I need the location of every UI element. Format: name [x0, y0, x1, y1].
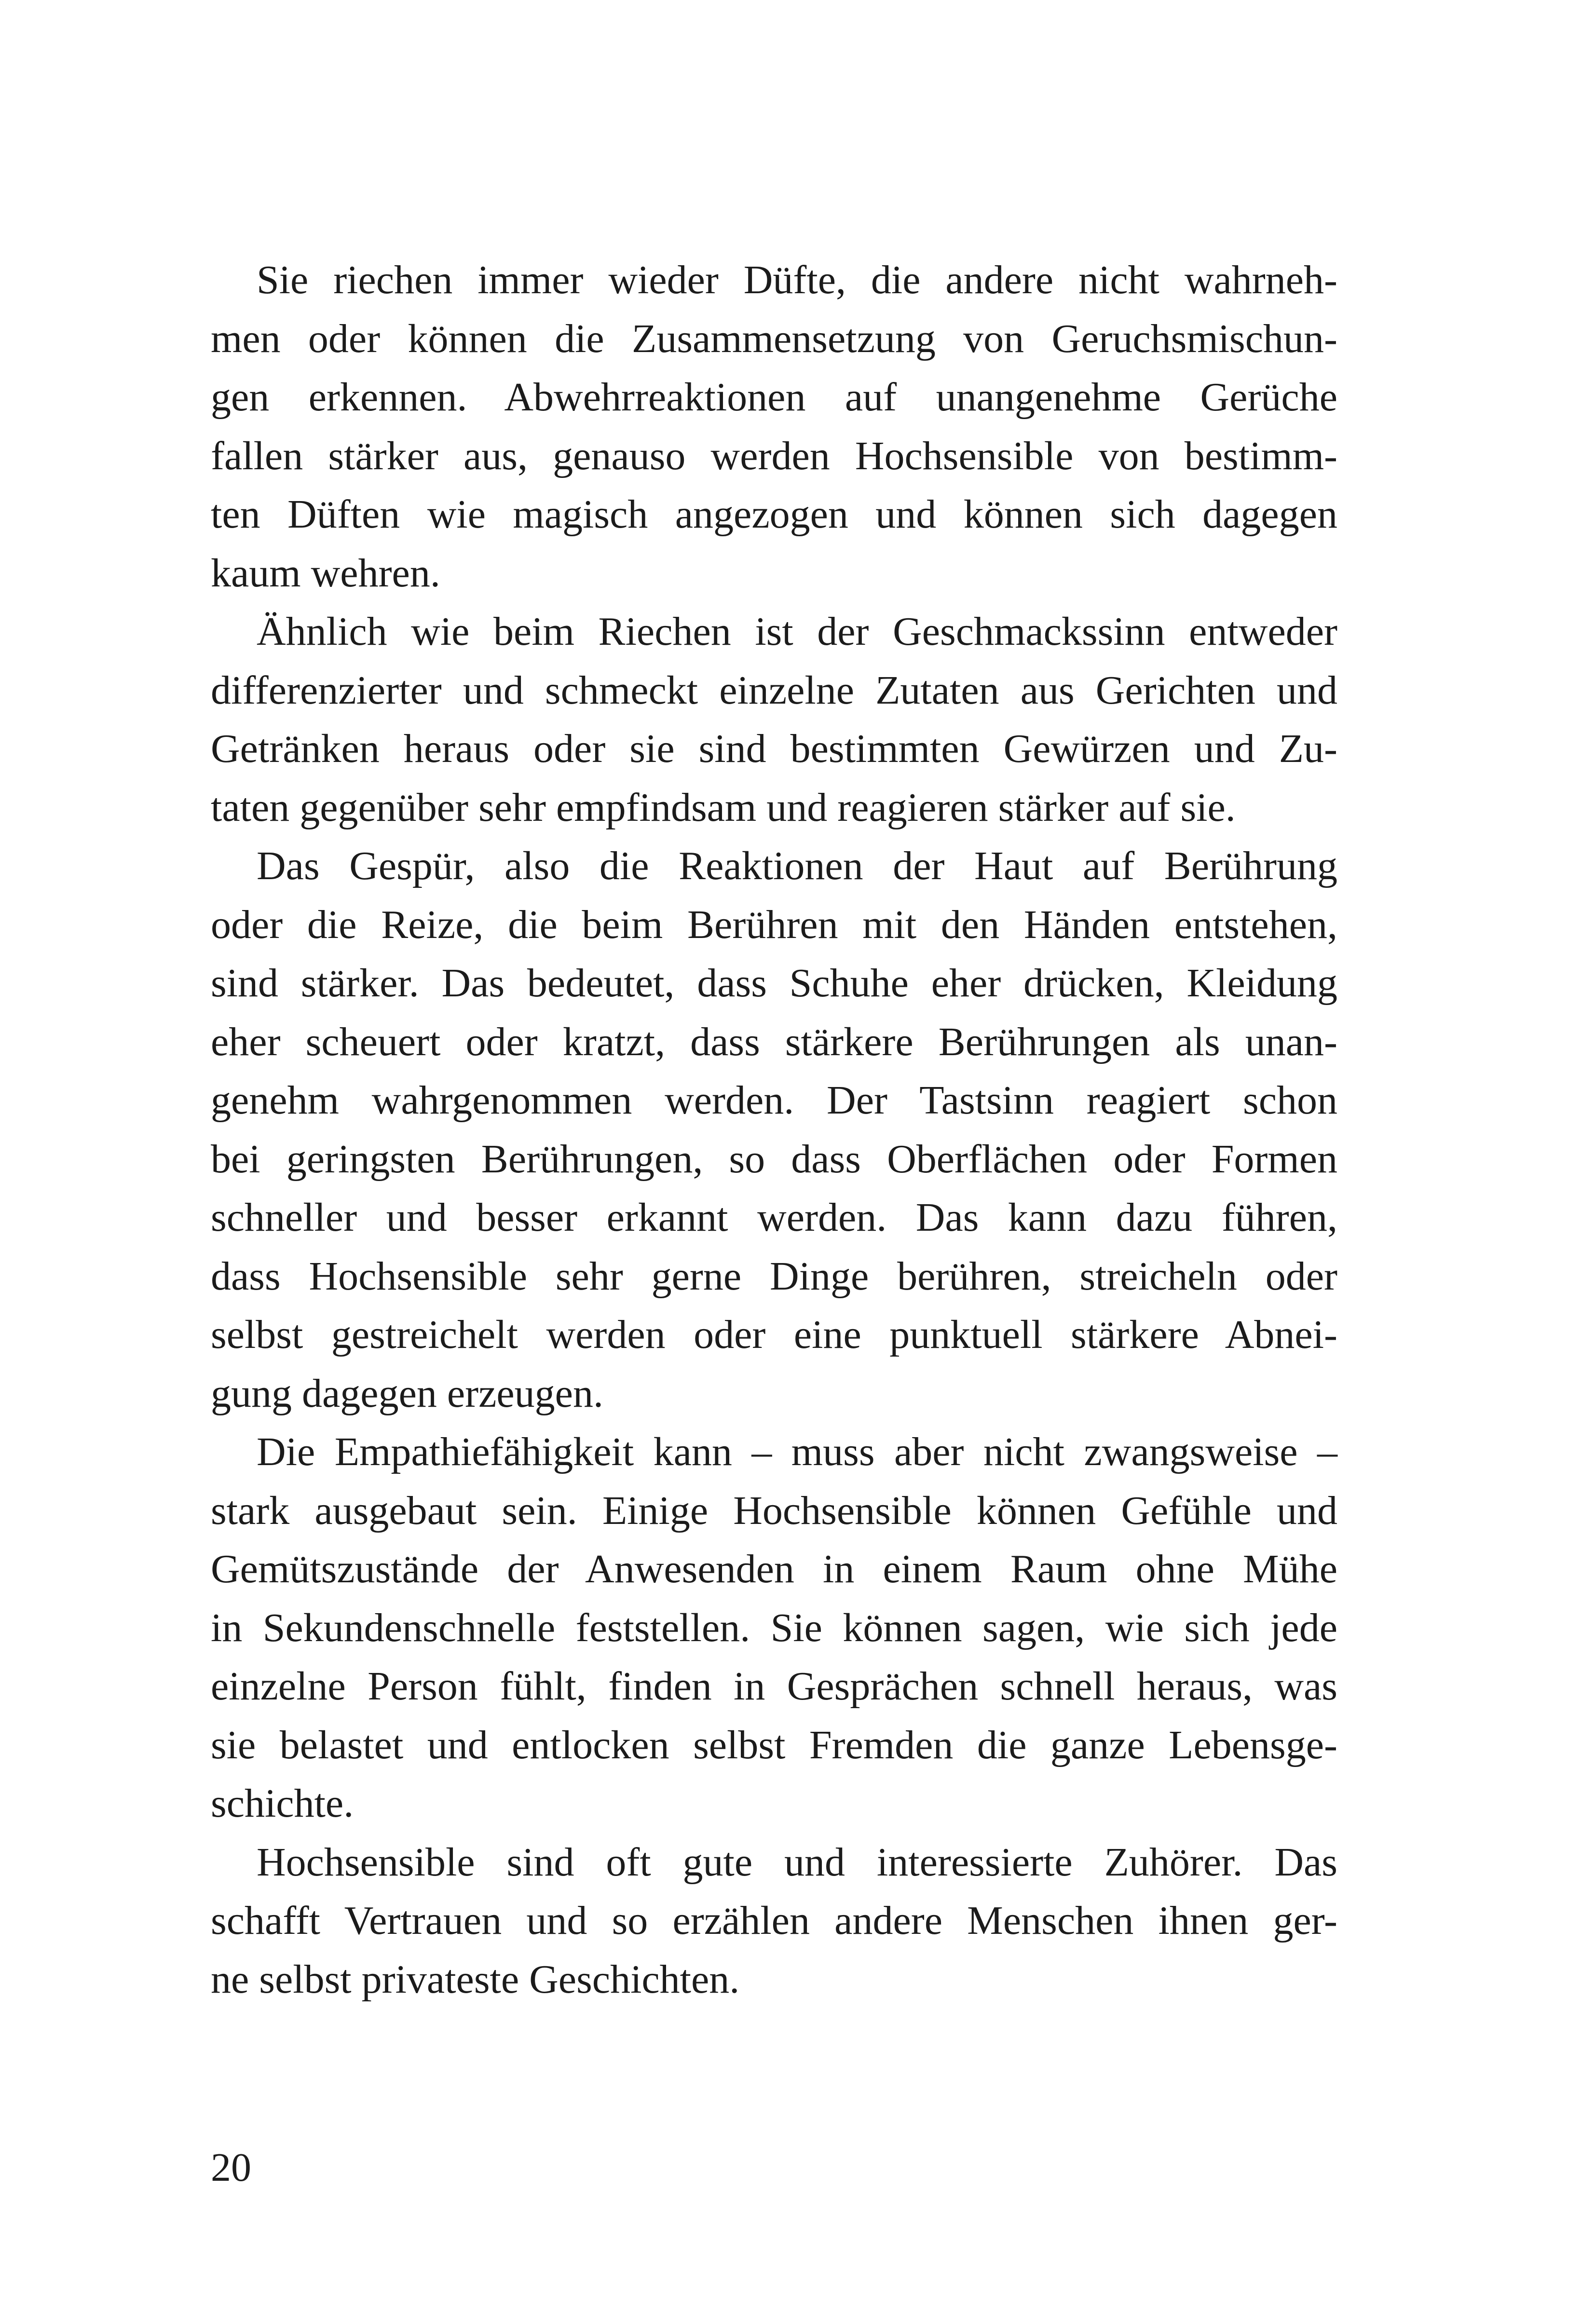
- text-line: Hochsensible sind oft gute und interessierte Zuhörer. Das: [257, 1839, 1337, 1885]
- text-line: Ähnlich wie beim Riechen ist der Geschmackssinn entweder: [257, 609, 1337, 654]
- text-line: taten gegenüber sehr empfindsam und reagieren stärker auf sie.: [211, 785, 1236, 830]
- text-line: gen erkennen. Abwehrreaktionen auf unangenehme Gerüche: [211, 375, 1337, 420]
- text-line: eher scheuert oder kratzt, dass stärkere Berührungen als unan-: [211, 1019, 1337, 1064]
- text-line: in Sekundenschnelle feststellen. Sie können sagen, wie sich jede: [211, 1605, 1337, 1650]
- text-line: Sie riechen immer wieder Düfte, die andere nicht wahrneh-: [257, 258, 1337, 302]
- text-line: Gemütszustände der Anwesenden in einem Raum ohne Mühe: [211, 1547, 1337, 1591]
- text-line: ne selbst privateste Geschichten.: [211, 1957, 740, 2002]
- text-line: schneller und besser erkannt werden. Das kann dazu führen,: [211, 1195, 1337, 1240]
- text-line: bei geringsten Berührungen, so dass Oberflächen oder Formen: [211, 1136, 1337, 1182]
- text-line: einzelne Person fühlt, finden in Gesprächen schnell heraus, was: [211, 1664, 1337, 1709]
- text-line: schafft Vertrauen und so erzählen andere Menschen ihnen ger-: [211, 1898, 1337, 1943]
- text-line: schichte.: [211, 1781, 354, 1826]
- text-line: oder die Reize, die beim Berühren mit den Händen entstehen,: [211, 902, 1337, 947]
- text-line: ten Düften wie magisch angezogen und können sich dagegen: [211, 492, 1337, 537]
- text-line: gung dagegen erzeugen.: [211, 1371, 603, 1416]
- body-text: [211, 251, 1337, 2009]
- text-line: sie belastet und entlocken selbst Fremden die ganze Lebensge-: [211, 1722, 1337, 1767]
- text-line: sind stärker. Das bedeutet, dass Schuhe eher drücken, Kleidung: [211, 961, 1337, 1006]
- text-line: Getränken heraus oder sie sind bestimmten Gewürzen und Zu-: [211, 726, 1337, 771]
- page-number: 20: [211, 2145, 251, 2190]
- text-line: kaum wehren.: [211, 550, 440, 596]
- text-line: men oder können die Zusammensetzung von Geruchsmischun-: [211, 316, 1337, 361]
- text-line: Die Empathiefähigkeit kann – muss aber nicht zwangsweise –: [257, 1429, 1337, 1474]
- text-line: genehm wahrgenommen werden. Der Tastsinn reagiert schon: [211, 1078, 1337, 1123]
- text-line: fallen stärker aus, genauso werden Hochsensible von bestimm-: [211, 433, 1337, 478]
- text-line: stark ausgebaut sein. Einige Hochsensible können Gefühle und: [211, 1488, 1337, 1533]
- text-line: Das Gespür, also die Reaktionen der Haut auf Berührung: [257, 843, 1337, 888]
- text-line: dass Hochsensible sehr gerne Dinge berühren, streicheln oder: [211, 1253, 1337, 1299]
- text-line: selbst gestreichelt werden oder eine punktuell stärkere Abnei-: [211, 1312, 1337, 1357]
- text-line: differenzierter und schmeckt einzelne Zutaten aus Gerichten und: [211, 667, 1337, 713]
